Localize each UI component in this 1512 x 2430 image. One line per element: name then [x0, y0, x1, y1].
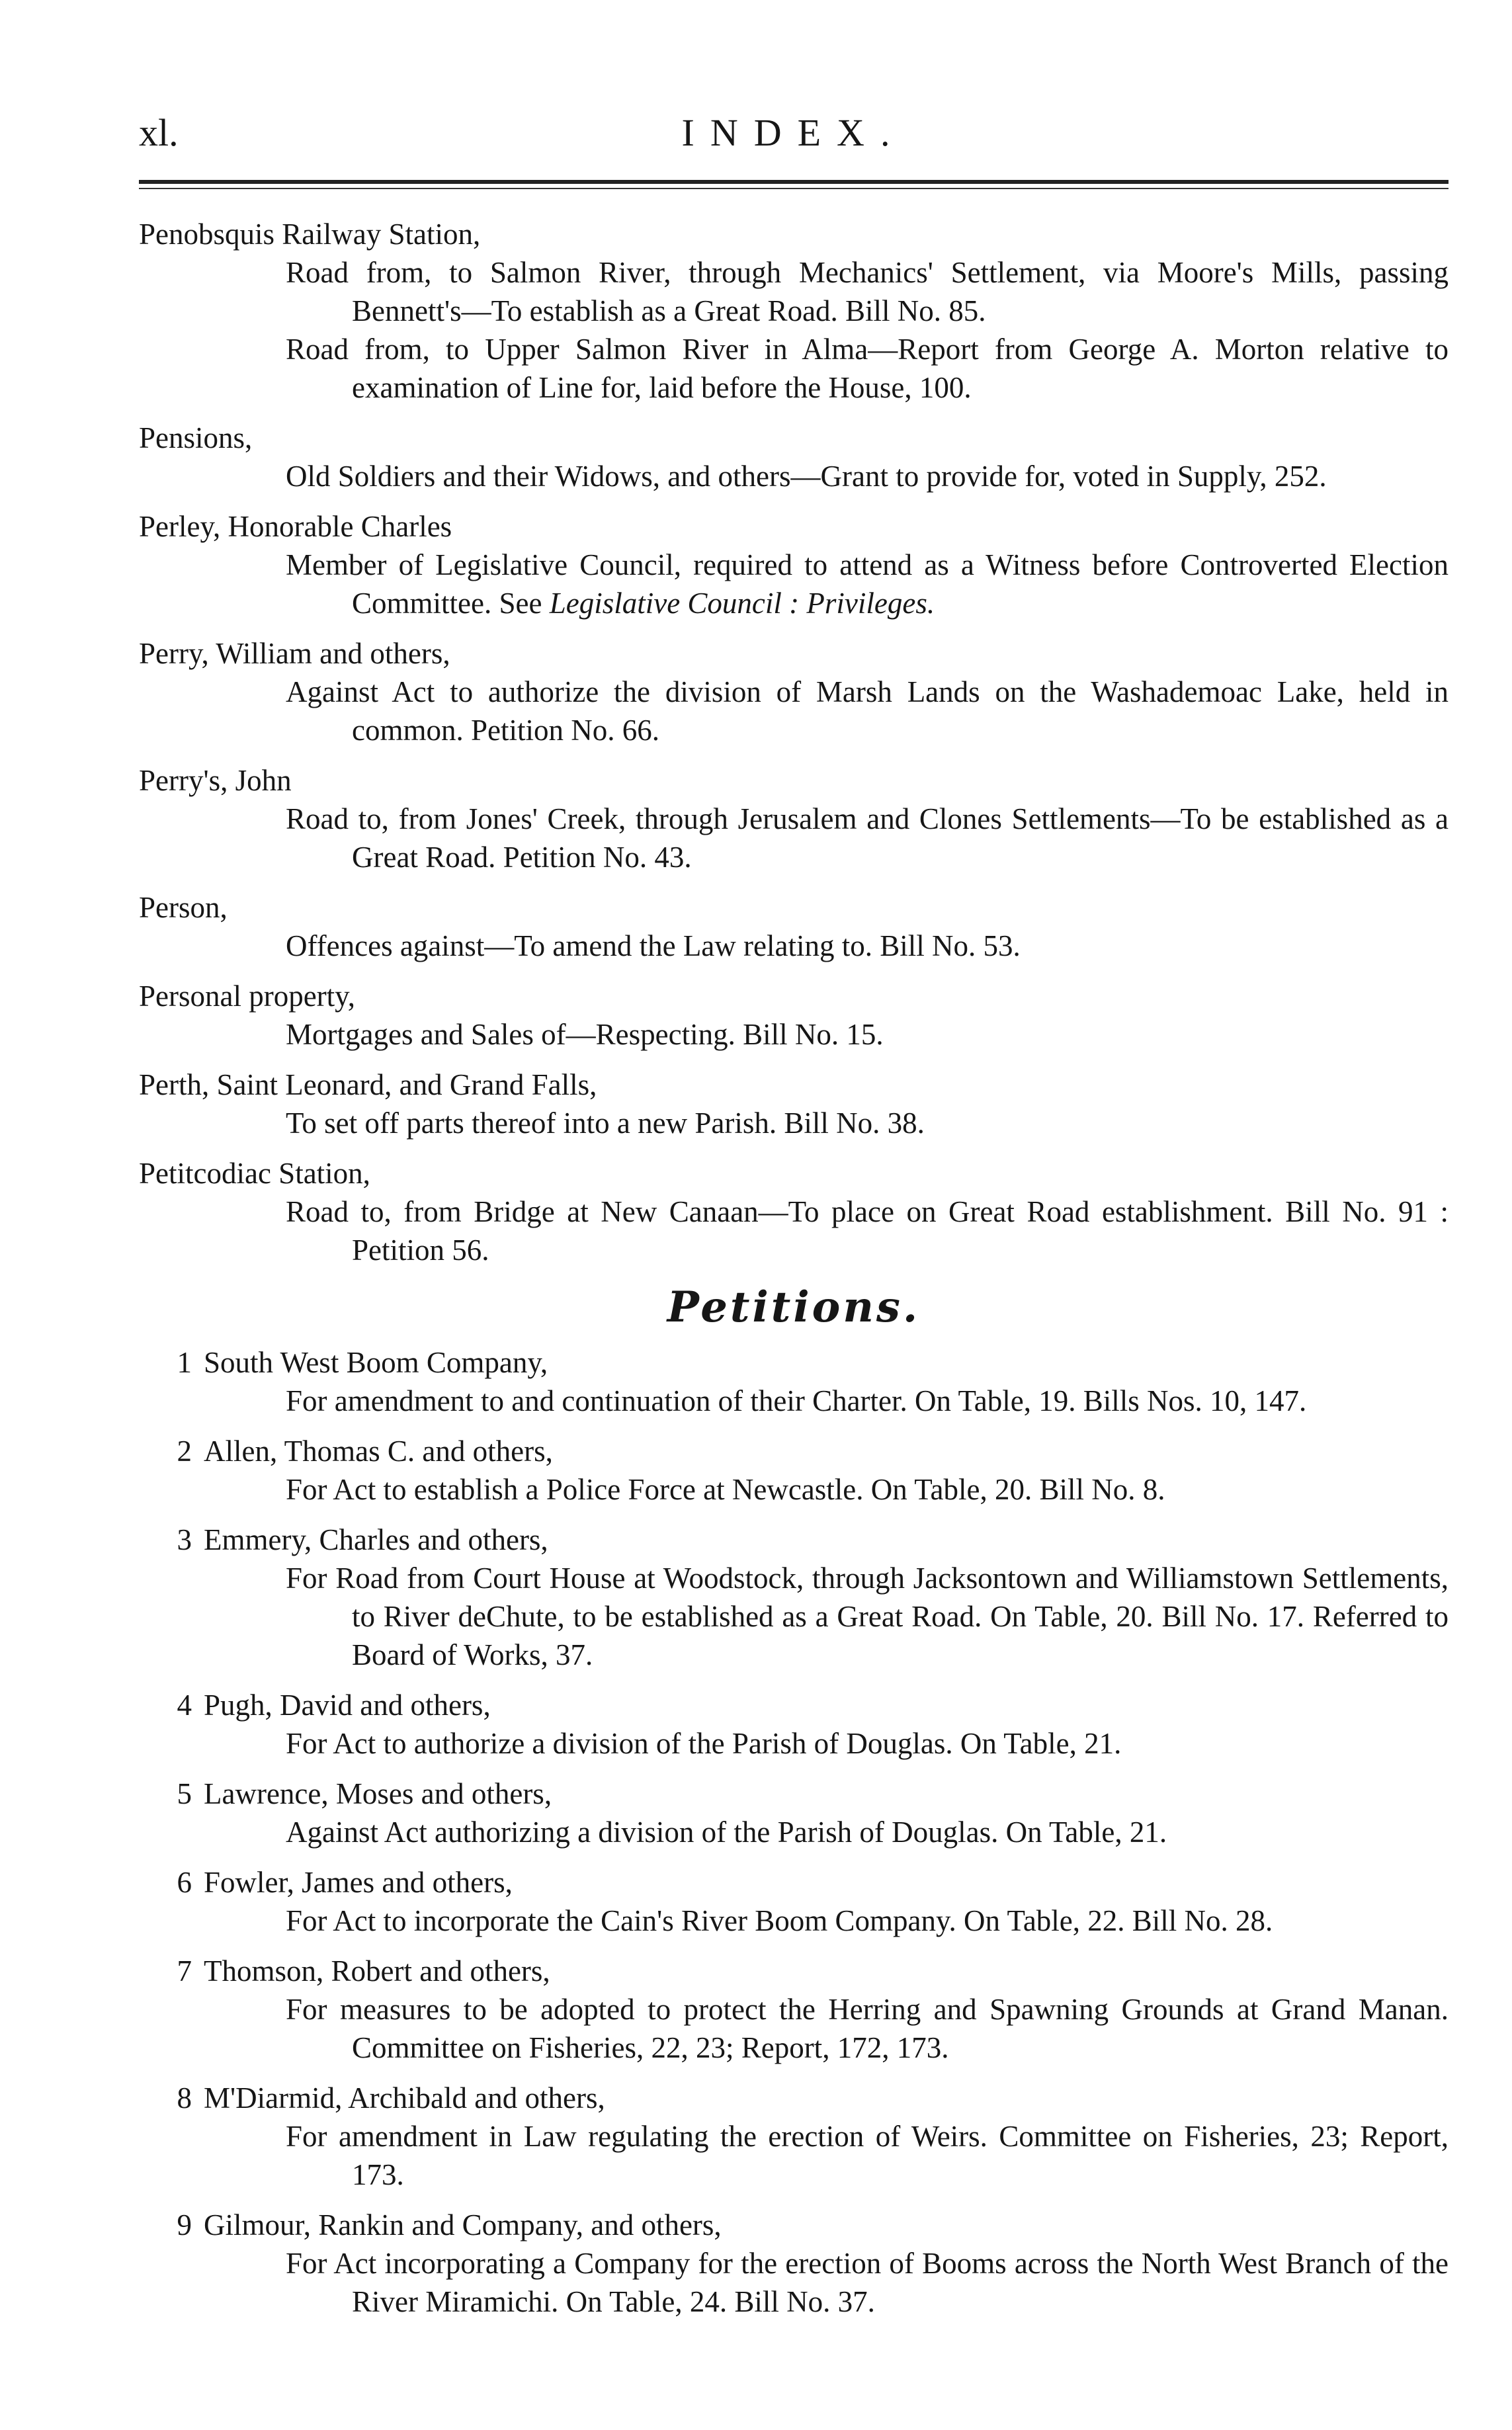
entry-subentry: To set off parts thereof into a new Parish. Bill No. 38.	[286, 1107, 925, 1140]
petition-entry	[139, 1343, 1449, 1420]
index-entry	[139, 634, 1449, 749]
petitions-section-title: Petitions.	[667, 1282, 921, 1332]
index-entry	[139, 977, 1449, 1054]
petition-text: For measures to be adopted to protect the Herring and Spawning Grounds at Grand Manan. Committee on Fisheries, 22, 23; Report, 172, 173.	[286, 1993, 1449, 2064]
entry-subentry: Offences against—To amend the Law relating to. Bill No. 53.	[286, 929, 1021, 962]
petition-text: For amendment in Law regulating the erection of Weirs. Committee on Fisheries, 23; Report, 173.	[286, 2120, 1449, 2191]
petition-text: For amendment to and continuation of their Charter. On Table, 19. Bills Nos. 10, 147.	[286, 1384, 1307, 1417]
petition-heading: Fowler, James and others,	[204, 1866, 513, 1899]
petition-number: 9	[177, 2208, 192, 2241]
entry-subentry: Road from, to Salmon River, through Mechanics' Settlement, via Moore's Mills, passing Bennett's—To establish as a Great Road. Bill No. 85.	[286, 256, 1449, 327]
entry-subentry: Road to, from Jones' Creek, through Jerusalem and Clones Settlements—To be established as a Great Road. Petition No. 43.	[286, 802, 1449, 874]
petition-number: 2	[177, 1435, 192, 1468]
entry-heading: Person,	[139, 891, 228, 924]
petition-entry	[139, 2079, 1449, 2194]
entry-heading: Perley, Honorable Charles	[139, 510, 452, 543]
petition-heading: Allen, Thomas C. and others,	[204, 1435, 553, 1468]
index-entry	[139, 507, 1449, 622]
index-entry	[139, 1154, 1449, 1269]
petition-number: 8	[177, 2081, 192, 2115]
petition-heading: Lawrence, Moses and others,	[204, 1777, 552, 1810]
petition-number: 6	[177, 1866, 192, 1899]
petition-entry	[139, 1952, 1449, 2067]
page-title: INDEX.	[681, 111, 906, 154]
petition-heading: South West Boom Company,	[204, 1346, 548, 1379]
petition-heading: Thomson, Robert and others,	[204, 1954, 550, 1988]
entry-heading: Perry, William and others,	[139, 637, 450, 670]
index-entry	[139, 419, 1449, 495]
entry-subentry: Road from, to Upper Salmon River in Alma—Report from George A. Morton relative to examination of Line for, laid before the House, 100.	[286, 333, 1449, 404]
petition-number: 1	[177, 1346, 192, 1379]
index-entry	[139, 1066, 1449, 1142]
entry-subentry: Mortgages and Sales of—Respecting. Bill No. 15.	[286, 1018, 884, 1051]
index-entry	[139, 215, 1449, 407]
petition-text: For Act to authorize a division of the Parish of Douglas. On Table, 21.	[286, 1727, 1122, 1760]
page-number: xl.	[139, 111, 179, 154]
petition-entry	[139, 1686, 1449, 1763]
petition-text: Against Act authorizing a division of the Parish of Douglas. On Table, 21.	[286, 1816, 1167, 1849]
petition-number: 3	[177, 1523, 192, 1556]
petition-entry	[139, 1775, 1449, 1851]
petition-text: For Act incorporating a Company for the erection of Booms across the North West Branch of the River Miramichi. On Table, 24. Bill No. 37.	[286, 2247, 1449, 2318]
entry-subentry: Against Act to authorize the division of Marsh Lands on the Washademoac Lake, held in common. Petition No. 66.	[286, 675, 1449, 747]
petition-heading: M'Diarmid, Archibald and others,	[204, 2081, 605, 2115]
petition-number: 4	[177, 1689, 192, 1722]
entry-heading: Perth, Saint Leonard, and Grand Falls,	[139, 1068, 597, 1101]
index-entry	[139, 888, 1449, 965]
entry-heading: Pensions,	[139, 421, 253, 454]
petition-entry	[139, 1863, 1449, 1940]
page-header	[139, 99, 1449, 172]
entry-subentry	[286, 546, 1449, 622]
index-entries	[139, 215, 1449, 2333]
index-entry	[139, 761, 1449, 876]
petition-text: For Road from Court House at Woodstock, through Jacksontown and Williamstown Settlements, to River deChute, to be established as a Great Road. On Table, 20. Bill No. 17. Referred to Board of Works, 37.	[286, 1562, 1449, 1671]
petition-entry	[139, 2206, 1449, 2321]
entry-heading: Penobsquis Railway Station,	[139, 218, 481, 251]
entry-heading: Personal property,	[139, 980, 355, 1013]
petition-heading: Emmery, Charles and others,	[204, 1523, 548, 1556]
see-reference: Legislative Council : Privileges.	[549, 587, 935, 620]
header-rule-thin	[139, 188, 1449, 189]
entry-heading: Petitcodiac Station,	[139, 1157, 370, 1190]
petition-heading: Pugh, David and others,	[204, 1689, 491, 1722]
header-rule-thick	[139, 180, 1449, 184]
petition-entry	[139, 1521, 1449, 1674]
entry-subentry: Road to, from Bridge at New Canaan—To place on Great Road establishment. Bill No. 91 : Petition 56.	[286, 1195, 1449, 1267]
entry-heading: Perry's, John	[139, 764, 292, 797]
petition-heading: Gilmour, Rankin and Company, and others,	[204, 2208, 722, 2241]
petition-number: 7	[177, 1954, 192, 1988]
entry-subentry: Old Soldiers and their Widows, and others—Grant to provide for, voted in Supply, 252.	[286, 460, 1327, 493]
petition-number: 5	[177, 1777, 192, 1810]
petition-text: For Act to incorporate the Cain's River Boom Company. On Table, 22. Bill No. 28.	[286, 1904, 1273, 1937]
petition-entry	[139, 1432, 1449, 1509]
petition-text: For Act to establish a Police Force at Newcastle. On Table, 20. Bill No. 8.	[286, 1473, 1165, 1506]
subentry-text: Member of Legislative Council, required to attend as a Witness before Controverted Election Committee. See	[286, 548, 1449, 620]
index-page	[139, 99, 1449, 2318]
